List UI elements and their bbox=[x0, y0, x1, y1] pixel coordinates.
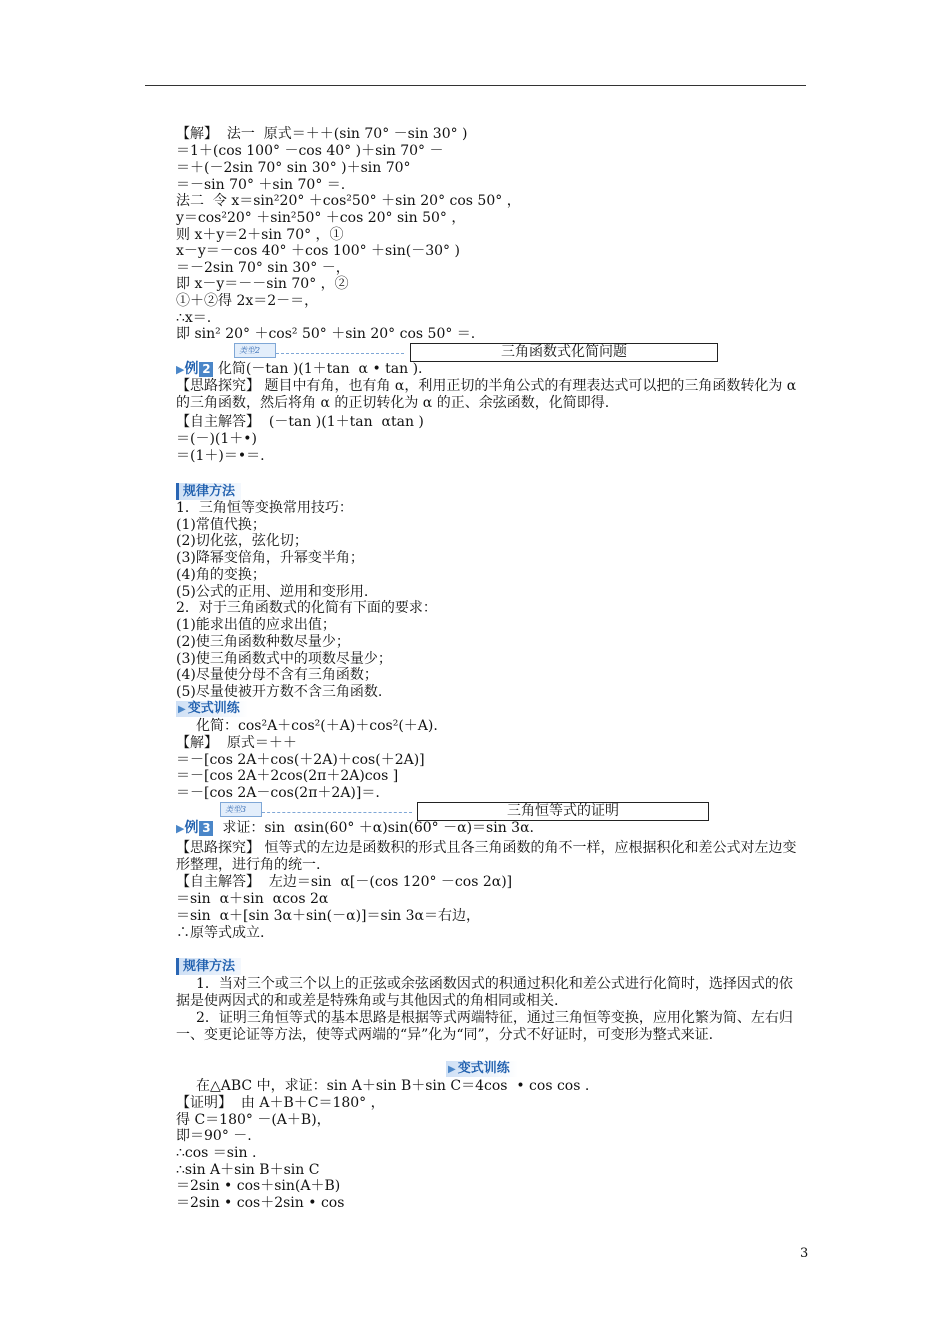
text-line: 法二 令 x＝sin²20° ＋cos²50° ＋sin 20° cos 50° ， bbox=[176, 193, 521, 209]
method-item: (2)切化弦，弦化切； bbox=[176, 533, 308, 549]
triangle-icon: ▶ bbox=[448, 1064, 456, 1075]
type-title: 三角函数式化简问题 bbox=[501, 344, 627, 360]
training-line: ∴cos ＝sin . bbox=[176, 1145, 257, 1161]
variant-training-heading: ▶ 变式训练 bbox=[176, 701, 248, 717]
method-item: (4)尽量使分母不含有三角函数； bbox=[176, 667, 378, 683]
page-number: 3 bbox=[800, 1246, 809, 1261]
example-3-line bbox=[176, 820, 534, 837]
method-item: 2．对于三角函数式的化简有下面的要求： bbox=[176, 600, 437, 616]
method-item: (2)使三角函数种数尽量少； bbox=[176, 634, 350, 650]
method-heading: 规律方法 bbox=[176, 483, 241, 500]
text-line: y＝cos²20° ＋sin²50° ＋cos 20° sin 50° ， bbox=[176, 210, 466, 226]
solution-line: ＝(1＋)＝•＝. bbox=[176, 448, 265, 464]
method-item: 1．三角恒等变换常用技巧： bbox=[176, 500, 353, 516]
method-heading: 规律方法 bbox=[176, 958, 241, 975]
training-line: 在△ABC 中，求证：sin A＋sin B＋sin C＝4cos • cos cos . bbox=[196, 1078, 590, 1094]
text-line: ＝1＋(cos 100° －cos 40° )＋sin 70° － bbox=[176, 143, 444, 159]
variant-training-heading: ▶ 变式训练 bbox=[446, 1061, 518, 1077]
method-item: (5)公式的正用、逆用和变形用. bbox=[176, 584, 369, 600]
method-item: (1)能求出值的应求出值； bbox=[176, 617, 336, 633]
example-badge: ▶例 3 bbox=[176, 820, 213, 837]
training-line: ＝－[cos 2A＋2cos(2π＋2A)cos ] bbox=[176, 768, 399, 784]
header-rule bbox=[145, 85, 806, 86]
solution-line: ＝(－)(1＋•) bbox=[176, 431, 258, 447]
training-line: 【证明】 由 A＋B＋C＝180° ， bbox=[176, 1095, 385, 1111]
text-line: 即 sin² 20° ＋cos² 50° ＋sin 20° cos 50° ＝. bbox=[176, 326, 476, 342]
method-paragraph: 1．当对三个或三个以上的正弦或余弦函数因式的积通过积化和差公式进行化简时，选择因式的依据是使两因式的和或差是特殊角或与其他因式的角相同或相关. bbox=[176, 976, 793, 1009]
solution-line: 【自主解答】 左边＝sin α[－(cos 120° －cos 2α)] bbox=[176, 874, 513, 890]
example-question: 化简(－tan )(1＋tan α • tan ). bbox=[213, 361, 423, 377]
idea-paragraph: 【思路探究】 题目中有角，也有角 α，利用正切的半角公式的有理表达式可以把的三角函数转化为 α 的三角函数，然后将角 α 的正切转化为 α 的正、余弦函数，化简即得. bbox=[176, 378, 797, 411]
training-line: 即＝90° －. bbox=[176, 1128, 252, 1144]
text-line: ①＋②得 2x＝2－＝， bbox=[176, 293, 319, 309]
solution-line: ＝sin α＋sin αcos 2α bbox=[176, 891, 329, 907]
tag-arrow bbox=[276, 353, 404, 354]
training-line: ＝－[cos 2A＋cos(＋2A)＋cos(＋2A)] bbox=[176, 752, 425, 768]
solution-line: ＝sin α＋[sin 3α＋sin(－α)]＝sin 3α＝右边， bbox=[176, 908, 480, 924]
type-title-box bbox=[417, 802, 709, 821]
method-item: (3)降幂变倍角，升幂变半角； bbox=[176, 550, 364, 566]
text-line: ＝－sin 70° ＋sin 70° ＝. bbox=[176, 177, 346, 193]
idea-paragraph: 【思路探究】 恒等式的左边是函数积的形式且各三角函数的角不一样，应根据积化和差公式对左边变形整理，进行角的统一. bbox=[176, 840, 797, 873]
text-line: x－y＝－cos 40° ＋cos 100° ＋sin(－30° ) bbox=[176, 243, 460, 259]
text-line: 则 x＋y＝2＋sin 70° ，① bbox=[176, 227, 344, 243]
type-title-box bbox=[410, 343, 718, 362]
training-line: ＝2sin • cos＋2sin • cos bbox=[176, 1195, 345, 1211]
training-line: ∴sin A＋sin B＋sin C bbox=[176, 1162, 320, 1178]
triangle-icon: ▶ bbox=[178, 704, 186, 715]
training-line: ＝－[cos 2A－cos(2π＋2A)]＝. bbox=[176, 785, 380, 801]
method-item: (4)角的变换； bbox=[176, 567, 266, 583]
solution-line: ∴原等式成立. bbox=[176, 925, 265, 941]
example-question: 求证：sin αsin(60° ＋α)sin(60° －α)＝sin 3α. bbox=[213, 820, 534, 836]
training-line: ＝2sin • cos＋sin(A＋B) bbox=[176, 1178, 341, 1194]
tag-arrow bbox=[262, 812, 412, 813]
type-tag: 类型3 bbox=[220, 802, 262, 817]
solution-line: 【自主解答】 (－tan )(1＋tan αtan ) bbox=[176, 414, 424, 430]
method-item: (1)常值代换； bbox=[176, 517, 266, 533]
training-line: 【解】 原式＝＋＋ bbox=[176, 735, 297, 751]
method-paragraph: 2．证明三角恒等式的基本思路是根据等式两端特征，通过三角恒等变换，应用化繁为简、左右归一、变更论证等方法，使等式两端的“异”化为“同”，分式不好证时，可变形为整式来证. bbox=[176, 1010, 793, 1043]
text-line: ∴x＝. bbox=[176, 310, 212, 326]
training-line: 化简：cos²A＋cos²(＋A)＋cos²(＋A). bbox=[196, 718, 438, 734]
example-2-line bbox=[176, 361, 423, 378]
method-item: (5)尽量使被开方数不含三角函数. bbox=[176, 684, 383, 700]
type-tag: 类型2 bbox=[234, 343, 276, 358]
example-badge: ▶例 2 bbox=[176, 361, 213, 378]
text-line: ＝－2sin 70° sin 30° －， bbox=[176, 260, 350, 276]
training-line: 得 C＝180° －(A＋B)， bbox=[176, 1112, 331, 1128]
type-title: 三角恒等式的证明 bbox=[507, 803, 619, 819]
text-line: 【解】 法一 原式＝＋＋(sin 70° －sin 30° ) bbox=[176, 126, 468, 142]
text-line: 即 x－y＝－－sin 70° ，② bbox=[176, 276, 349, 292]
method-item: (3)使三角函数式中的项数尽量少； bbox=[176, 651, 392, 667]
text-line: ＝＋(－2sin 70° sin 30° )＋sin 70° bbox=[176, 160, 411, 176]
